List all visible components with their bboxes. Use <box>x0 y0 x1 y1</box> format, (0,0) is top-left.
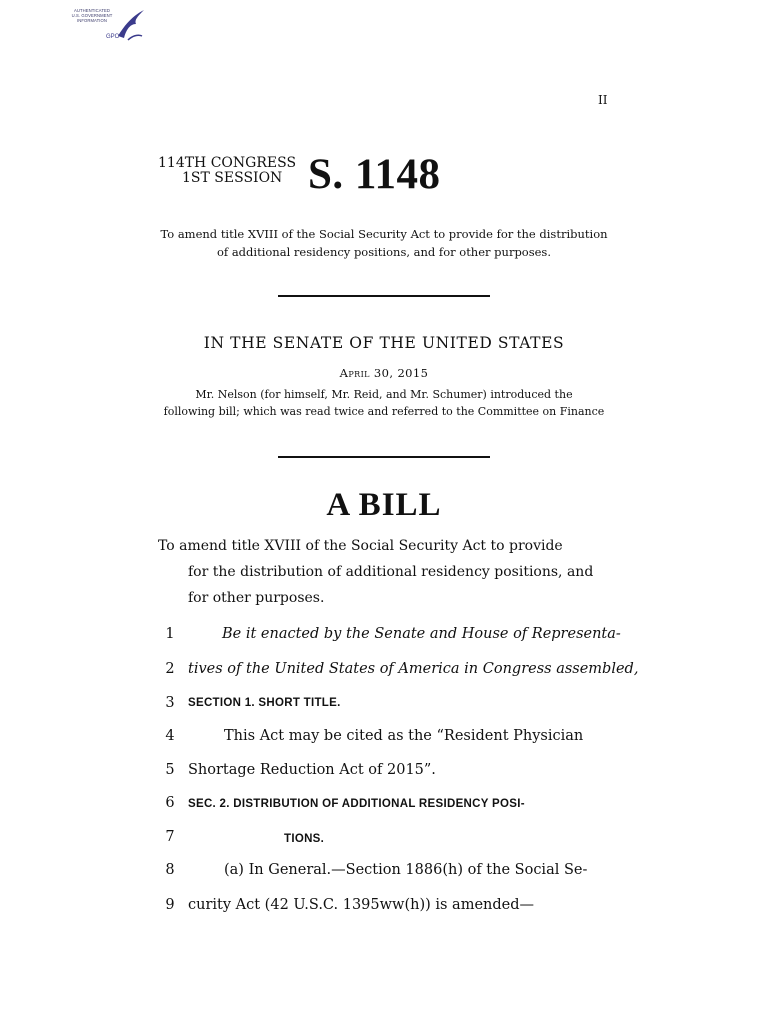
line-number: 6 <box>165 795 175 811</box>
page-marker: II <box>598 93 608 107</box>
long-title-line: for other purposes. <box>188 590 325 606</box>
long-title-line: for the distribution of additional residency positions, and <box>188 564 594 580</box>
bill-text-line: This Act may be cited as the “Resident Physician <box>224 728 584 744</box>
line-number: 5 <box>165 762 175 778</box>
session-label: 1ST SESSION <box>182 170 283 186</box>
line-number: 4 <box>165 728 175 744</box>
divider-rule <box>278 295 490 297</box>
line-number: 9 <box>165 897 175 913</box>
bill-text-line: curity Act (42 U.S.C. 1395ww(h)) is amended— <box>188 897 535 913</box>
divider-rule <box>278 456 490 458</box>
bill-text-line: Shortage Reduction Act of 2015”. <box>188 762 436 778</box>
gpo-mark: GPO <box>106 34 120 40</box>
bill-long-title <box>158 533 610 611</box>
congress-session <box>158 156 296 186</box>
sponsors-statement <box>150 386 618 420</box>
enacting-clause: tives of the United States of America in Congress assembled, <box>188 661 639 677</box>
enacting-clause: Be it enacted by the Senate and House of Representa- <box>222 626 621 642</box>
section-heading: SECTION 1. SHORT TITLE. <box>188 697 341 709</box>
congress-label: 114TH CONGRESS <box>158 155 297 171</box>
sponsors-line: following bill; which was read twice and referred to the Committee on Finance <box>163 405 605 418</box>
section-heading: SEC. 2. DISTRIBUTION OF ADDITIONAL RESIDENCY POSI- <box>188 798 525 810</box>
line-number: 1 <box>165 626 175 642</box>
sponsors-line: Mr. Nelson (for himself, Mr. Reid, and Mr. Schumer) introduced the <box>195 388 573 401</box>
eagle-icon <box>114 6 146 46</box>
purpose-summary <box>155 225 613 261</box>
logo-text: AUTHENTICATED U.S. GOVERNMENT INFORMATION <box>71 8 113 23</box>
long-title-line: To amend title XVIII of the Social Security Act to provide <box>158 538 563 554</box>
purpose-line: of additional residency positions, and for other purposes. <box>216 245 551 259</box>
bill-heading: A BILL <box>326 487 442 523</box>
line-number: 3 <box>165 695 175 711</box>
section-heading: TIONS. <box>284 833 325 845</box>
chamber-heading: IN THE SENATE OF THE UNITED STATES <box>203 334 565 352</box>
line-number: 2 <box>165 661 175 677</box>
bill-text-line: (a) In General.—Section 1886(h) of the Social Se- <box>224 862 588 878</box>
gpo-authentication-logo <box>62 6 146 46</box>
line-number: 8 <box>165 862 175 878</box>
introduction-date: April 30, 2015 <box>339 366 429 380</box>
purpose-line: To amend title XVIII of the Social Security Act to provide for the distribution <box>160 227 608 241</box>
line-number: 7 <box>165 829 175 845</box>
bill-number: S. 1148 <box>308 151 441 198</box>
